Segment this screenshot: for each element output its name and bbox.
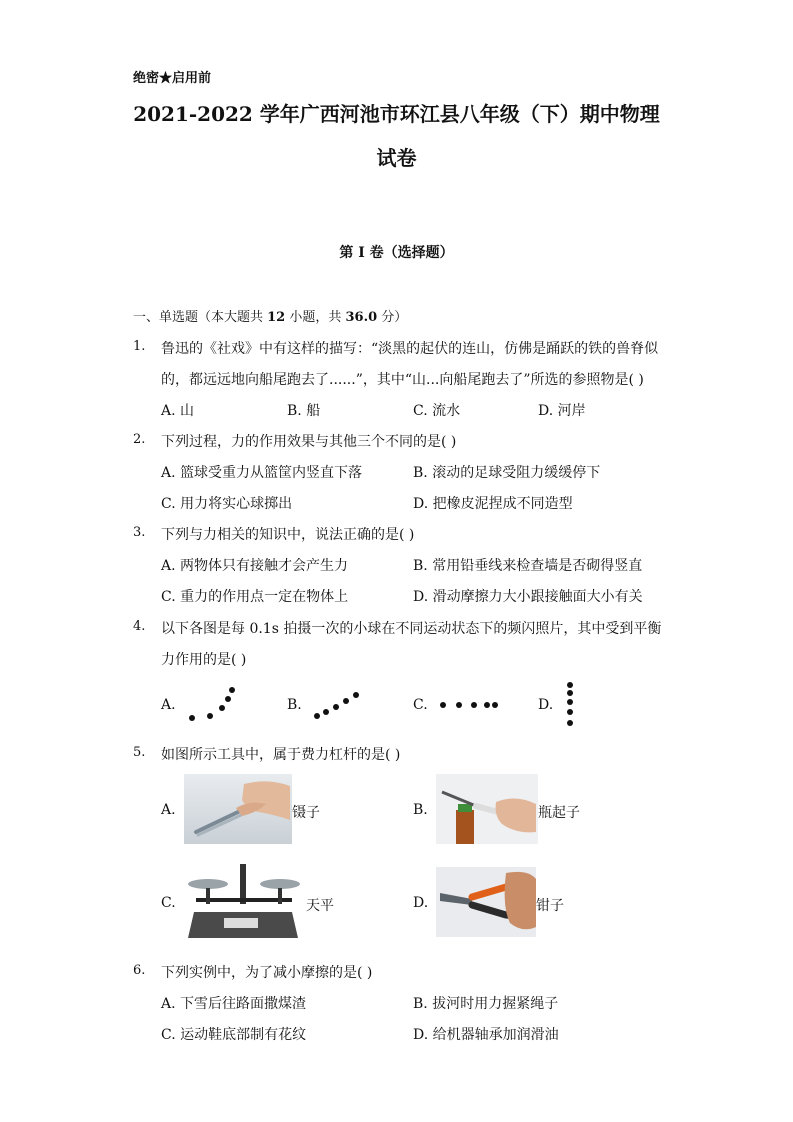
part-heading: 第 I 卷（选择题） xyxy=(339,245,454,261)
option-a[interactable]: A. 篮球受重力从篮筐内竖直下落 xyxy=(161,465,363,481)
ball-dot xyxy=(314,713,320,719)
ball-dot xyxy=(440,702,446,708)
ball-dot xyxy=(567,682,573,688)
caption-d: 钳子 xyxy=(536,898,564,914)
option-a[interactable]: A. 山 xyxy=(161,403,195,419)
question-text: 以下各图是每 0.1s 拍摄一次的小球在不同运动状态下的频闪照片，其中受到平衡 xyxy=(161,621,662,637)
option-b[interactable]: B. 常用铅垂线来检查墙是否砌得竖直 xyxy=(413,558,643,574)
ball-dot xyxy=(567,699,573,705)
ball-dot xyxy=(225,696,231,702)
bottle-opener-photo xyxy=(436,774,538,844)
pliers-photo xyxy=(436,867,536,937)
ball-dot xyxy=(471,702,477,708)
section-mid: 小题，共 xyxy=(285,310,346,325)
option-c[interactable]: C. xyxy=(161,895,176,911)
section-score: 36.0 xyxy=(345,310,378,325)
ball-dot xyxy=(484,702,490,708)
section-count: 12 xyxy=(267,310,286,325)
ball-dot xyxy=(207,713,213,719)
ball-dot xyxy=(567,690,573,696)
option-a[interactable]: A. 下雪后往路面撒煤渣 xyxy=(161,996,307,1012)
ball-dot xyxy=(343,698,349,704)
question-number: 3. xyxy=(133,525,146,540)
question-text: 鲁迅的《社戏》中有这样的描写：“淡黑的起伏的连山，仿佛是踊跃的铁的兽脊似 xyxy=(161,341,659,357)
option-c[interactable]: C. 用力将实心球掷出 xyxy=(161,496,293,512)
section-prefix: 一、单选题（本大题共 xyxy=(133,310,268,325)
section-heading xyxy=(133,306,407,325)
option-a[interactable]: A. xyxy=(161,802,176,818)
balance-scale-photo xyxy=(184,860,302,944)
option-b[interactable]: B. 船 xyxy=(287,403,321,419)
option-a[interactable]: A. xyxy=(161,697,176,713)
ball-dot xyxy=(219,705,225,711)
option-b[interactable]: B. 滚动的足球受阻力缓缓停下 xyxy=(413,465,601,481)
question-number: 1. xyxy=(133,339,146,354)
option-d[interactable]: D. 把橡皮泥捏成不同造型 xyxy=(413,496,573,512)
caption-c: 天平 xyxy=(306,898,334,914)
option-c[interactable]: C. 运动鞋底部制有花纹 xyxy=(161,1027,307,1043)
section-suffix: 分） xyxy=(377,310,408,325)
caption-a: 镊子 xyxy=(292,805,320,821)
option-d[interactable]: D. 河岸 xyxy=(538,403,586,419)
option-d[interactable]: D. xyxy=(538,697,554,713)
ball-dot xyxy=(353,692,359,698)
question-text: 下列实例中，为了减小摩擦的是( ) xyxy=(161,965,373,981)
option-c[interactable]: C. 流水 xyxy=(413,403,461,419)
caption-b: 瓶起子 xyxy=(538,805,580,821)
exam-title: 2021-2022 学年广西河池市环江县八年级（下）期中物理 xyxy=(133,102,660,126)
option-d[interactable]: D. 滑动摩擦力大小跟接触面大小有关 xyxy=(413,589,643,605)
option-c[interactable]: C. xyxy=(413,697,428,713)
option-b[interactable]: B. xyxy=(287,697,302,713)
ball-dot xyxy=(567,709,573,715)
question-text: 如图所示工具中，属于费力杠杆的是( ) xyxy=(161,747,401,763)
option-c[interactable]: C. 重力的作用点一定在物体上 xyxy=(161,589,349,605)
option-b[interactable]: B. xyxy=(413,802,428,818)
question-number: 4. xyxy=(133,619,146,634)
question-number: 6. xyxy=(133,963,146,978)
tweezers-photo xyxy=(184,774,292,844)
option-d[interactable]: D. xyxy=(413,895,429,911)
ball-dot xyxy=(456,702,462,708)
question-text: 力作用的是( ) xyxy=(161,652,247,668)
exam-title-cont: 试卷 xyxy=(376,146,417,170)
ball-dot xyxy=(323,709,329,715)
ball-dot xyxy=(492,702,498,708)
question-number: 5. xyxy=(133,745,146,760)
ball-dot xyxy=(333,704,339,710)
ball-dot xyxy=(229,687,235,693)
ball-dot xyxy=(189,715,195,721)
question-text: 的，都远远地向船尾跑去了......”，其中“山...向船尾跑去了”所选的参照物是( ) xyxy=(161,372,644,388)
confidential-mark: 绝密★启用前 xyxy=(133,71,212,86)
option-d[interactable]: D. 给机器轴承加润滑油 xyxy=(413,1027,559,1043)
question-text: 下列与力相关的知识中，说法正确的是( ) xyxy=(161,527,415,543)
ball-dot xyxy=(567,720,573,726)
question-number: 2. xyxy=(133,432,146,447)
question-text: 下列过程，力的作用效果与其他三个不同的是( ) xyxy=(161,434,457,450)
option-a[interactable]: A. 两物体只有接触才会产生力 xyxy=(161,558,349,574)
option-b[interactable]: B. 拔河时用力握紧绳子 xyxy=(413,996,559,1012)
